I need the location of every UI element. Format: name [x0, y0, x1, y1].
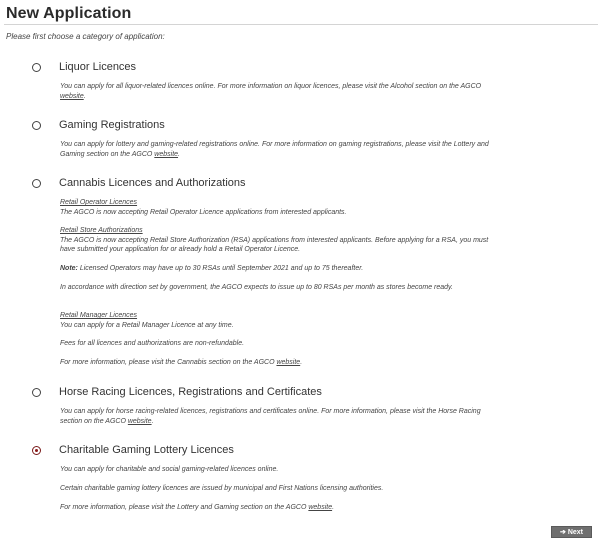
radio-gaming-registrations[interactable]: [32, 121, 41, 130]
option-label-liquor-licences[interactable]: Liquor Licences: [59, 61, 137, 73]
radio-liquor-licences[interactable]: [32, 63, 41, 72]
retail-operator-heading: Retail Operator Licences: [60, 199, 138, 206]
liquor-website-link[interactable]: website: [60, 92, 84, 100]
intro-text: Please first choose a category of application:: [6, 32, 165, 41]
note-label: Note:: [60, 265, 78, 272]
retail-manager-text: You can apply for a Retail Manager Licence at any time.: [60, 321, 234, 329]
page-title: New Application: [6, 5, 132, 22]
option-label-charitable-gaming[interactable]: Charitable Gaming Lottery Licences: [59, 444, 234, 456]
cannabis-more-info: For more information, please visit the Cannabis section on the AGCO website.: [60, 359, 303, 366]
retail-manager-heading: Retail Manager Licences: [60, 312, 138, 319]
radio-cannabis-licences[interactable]: [32, 179, 41, 188]
retail-manager-section: [60, 311, 500, 330]
liquor-description: You can apply for all liquor-related licences online. For more information on liquor licences, please visit the Alcohol section on the AGCO website.: [60, 83, 482, 100]
charitable-licensing-note: Certain charitable gaming lottery licences are issued by municipal and First Nations licensing authorities.: [60, 485, 384, 492]
rsa-note: Note: Licensed Operators may have up to 30 RSAs until September 2021 and up to 75 thereafter.: [60, 265, 364, 272]
horse-racing-description: You can apply for horse racing-related licences, registrations and certificates online. For more information, please visit the Horse Racing section on the AGCO website.: [60, 408, 481, 425]
fees-text: Fees for all licences and authorizations are non-refundable.: [60, 340, 245, 347]
retail-store-heading: Retail Store Authorizations: [60, 227, 143, 234]
title-divider: [4, 24, 598, 25]
retail-store-text: The AGCO is now accepting Retail Store Authorization (RSA) applications from interested applicants. Before applying for a RSA, you must have submitted your application for or already hold a Retail Operator Licence.: [60, 236, 489, 253]
rsa-expectation-text: In accordance with direction set by government, the AGCO expects to issue up to 80 RSAs per month as stores become ready.: [60, 284, 453, 291]
gaming-description: You can apply for lottery and gaming-related registrations online. For more information on gaming registrations, please visit the Lottery and Gaming section on the AGCO website.: [60, 141, 489, 158]
arrow-right-icon: ➔: [559, 528, 566, 536]
retail-operator-text: The AGCO is now accepting Retail Operator Licence applications from interested applicants.: [60, 208, 347, 216]
retail-store-section: [60, 226, 500, 255]
horse-racing-website-link[interactable]: website: [127, 417, 152, 425]
option-label-gaming-registrations[interactable]: Gaming Registrations: [59, 119, 165, 131]
next-button[interactable]: [551, 526, 592, 538]
retail-operator-section: [60, 198, 500, 217]
option-label-horse-racing[interactable]: Horse Racing Licences, Registrations and Certificates: [59, 386, 322, 398]
radio-charitable-gaming[interactable]: [32, 446, 41, 455]
gaming-website-link[interactable]: website: [154, 150, 179, 158]
charitable-more-info: For more information, please visit the Lottery and Gaming section on the AGCO website.: [60, 504, 335, 511]
cannabis-website-link[interactable]: website: [276, 359, 301, 366]
next-button-label: Next: [567, 528, 584, 536]
charitable-description: You can apply for charitable and social gaming-related licences online.: [60, 466, 279, 473]
option-label-cannabis-licences[interactable]: Cannabis Licences and Authorizations: [59, 177, 246, 189]
radio-horse-racing[interactable]: [32, 388, 41, 397]
charitable-website-link[interactable]: website: [308, 504, 333, 511]
